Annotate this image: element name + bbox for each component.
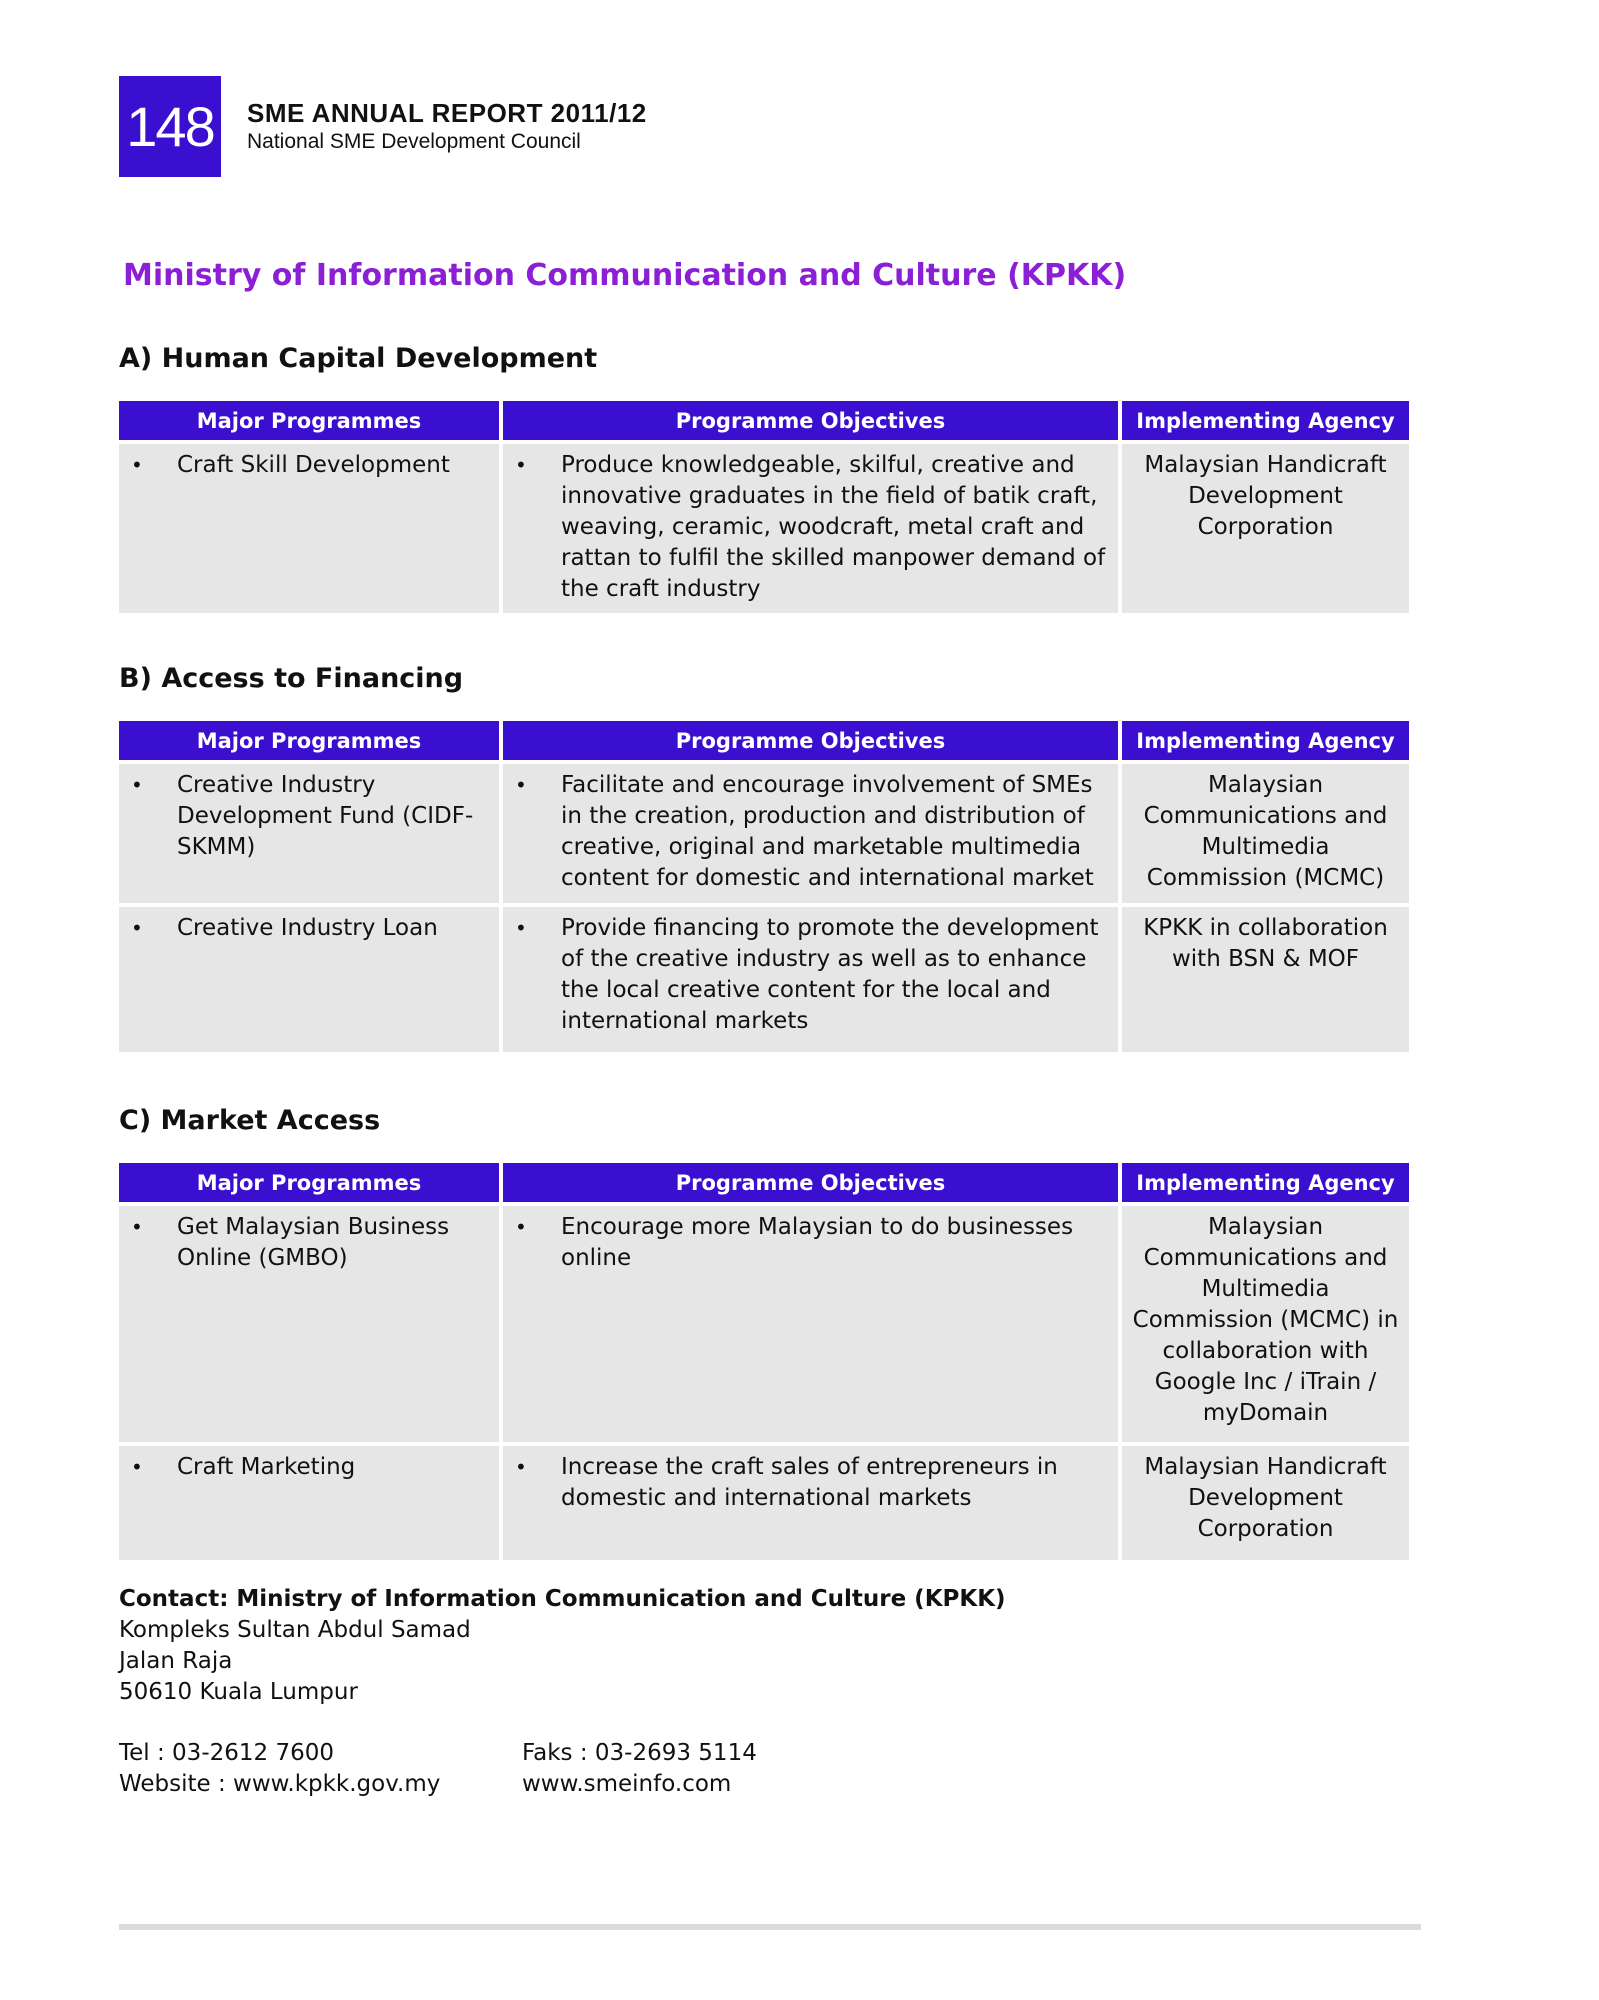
header-programme-objectives: Programme Objectives xyxy=(503,401,1118,440)
address-line: 50610 Kuala Lumpur xyxy=(119,1679,358,1705)
smeinfo-link[interactable]: www.smeinfo.com xyxy=(522,1771,732,1797)
header-implementing-agency: Implementing Agency xyxy=(1122,401,1409,440)
header-major-programmes: Major Programmes xyxy=(119,1163,499,1202)
bullet: • xyxy=(131,1215,143,1239)
section-heading-human-capital: A) Human Capital Development xyxy=(119,343,598,374)
agency-cell xyxy=(1122,764,1409,903)
ministry-title: Ministry of Information Communication and Culture (KPKK) xyxy=(123,258,1127,293)
section-heading-access-financing: B) Access to Financing xyxy=(119,663,464,694)
objective-text: Encourage more Malaysian to do businesses online xyxy=(561,1214,1074,1271)
objective-text: Produce knowledgeable, skilful, creative and innovative graduates in the field of batik craft, weaving, ceramic, woodcraft, metal craft and rattan to fulfil the skilled manpower demand of the craft industry xyxy=(561,452,1106,602)
footer-divider xyxy=(119,1924,1421,1930)
agency-text: Malaysian Handicraft Development Corporation xyxy=(1144,1454,1387,1542)
header-implementing-agency: Implementing Agency xyxy=(1122,721,1409,760)
bullet: • xyxy=(515,916,527,940)
bullet: • xyxy=(515,1455,527,1479)
table-header-row xyxy=(119,1163,1409,1202)
table-row xyxy=(119,444,1409,613)
table-access-financing xyxy=(115,717,1413,1056)
address-line: Kompleks Sultan Abdul Samad xyxy=(119,1617,471,1643)
contact-block xyxy=(119,1584,1006,1708)
programme-name: Creative Industry Development Fund (CIDF-SKMM) xyxy=(177,772,474,860)
section-heading-market-access: C) Market Access xyxy=(119,1105,381,1136)
table-row xyxy=(119,1446,1409,1560)
bullet: • xyxy=(131,773,143,797)
header-major-programmes: Major Programmes xyxy=(119,401,499,440)
header-programme-objectives: Programme Objectives xyxy=(503,721,1118,760)
objective-cell xyxy=(503,1206,1118,1442)
table-market-access xyxy=(115,1159,1413,1564)
table-header-row xyxy=(119,721,1409,760)
objective-text: Increase the craft sales of entrepreneurs in domestic and international markets xyxy=(561,1454,1058,1511)
programme-cell xyxy=(119,1206,499,1442)
agency-text: Malaysian Communications and Multimedia Commission (MCMC) xyxy=(1143,772,1388,891)
objective-cell xyxy=(503,444,1118,613)
bullet: • xyxy=(515,773,527,797)
bullet: • xyxy=(131,1455,143,1479)
header-major-programmes: Major Programmes xyxy=(119,721,499,760)
programme-name: Creative Industry Loan xyxy=(177,915,438,941)
objective-cell xyxy=(503,907,1118,1052)
objective-cell xyxy=(503,764,1118,903)
agency-cell xyxy=(1122,1446,1409,1560)
table-row xyxy=(119,907,1409,1052)
bullet: • xyxy=(515,1215,527,1239)
table-header-row xyxy=(119,401,1409,440)
objective-text: Facilitate and encourage involvement of SMEs in the creation, production and distribution of creative, original and marketable multimedia content for domestic and international market xyxy=(561,772,1094,891)
bullet: • xyxy=(131,453,143,477)
bullet: • xyxy=(515,453,527,477)
report-subtitle: National SME Development Council xyxy=(247,130,581,153)
objective-cell xyxy=(503,1446,1118,1560)
table-human-capital xyxy=(115,397,1413,617)
programme-cell xyxy=(119,1446,499,1560)
programme-cell xyxy=(119,444,499,613)
agency-text: Malaysian Communications and Multimedia Commission (MCMC) in collaboration with Google Inc / iTrain / myDomain xyxy=(1132,1214,1399,1426)
page-number: 148 xyxy=(119,76,221,177)
contact-tel: Tel : 03-2612 7600 xyxy=(119,1740,334,1766)
header-implementing-agency: Implementing Agency xyxy=(1122,1163,1409,1202)
agency-text: Malaysian Handicraft Development Corporation xyxy=(1144,452,1387,540)
contact-website-link[interactable]: Website : www.kpkk.gov.my xyxy=(119,1771,441,1797)
programme-cell xyxy=(119,764,499,903)
header-programme-objectives: Programme Objectives xyxy=(503,1163,1118,1202)
contact-fax: Faks : 03-2693 5114 xyxy=(522,1740,757,1766)
agency-cell xyxy=(1122,907,1409,1052)
contact-heading: Contact: Ministry of Information Communication and Culture (KPKK) xyxy=(119,1586,1006,1612)
table-row xyxy=(119,1206,1409,1442)
bullet: • xyxy=(131,916,143,940)
programme-cell xyxy=(119,907,499,1052)
programme-name: Get Malaysian Business Online (GMBO) xyxy=(177,1214,450,1271)
agency-text: KPKK in collaboration with BSN & MOF xyxy=(1143,915,1388,972)
agency-cell xyxy=(1122,1206,1409,1442)
address-line: Jalan Raja xyxy=(119,1648,233,1674)
programme-name: Craft Skill Development xyxy=(177,452,450,478)
agency-cell xyxy=(1122,444,1409,613)
table-row xyxy=(119,764,1409,903)
programme-name: Craft Marketing xyxy=(177,1454,356,1480)
report-title: SME ANNUAL REPORT 2011/12 xyxy=(247,98,647,128)
objective-text: Provide financing to promote the development of the creative industry as well as to enhance the local creative content for the local and international markets xyxy=(561,915,1099,1034)
